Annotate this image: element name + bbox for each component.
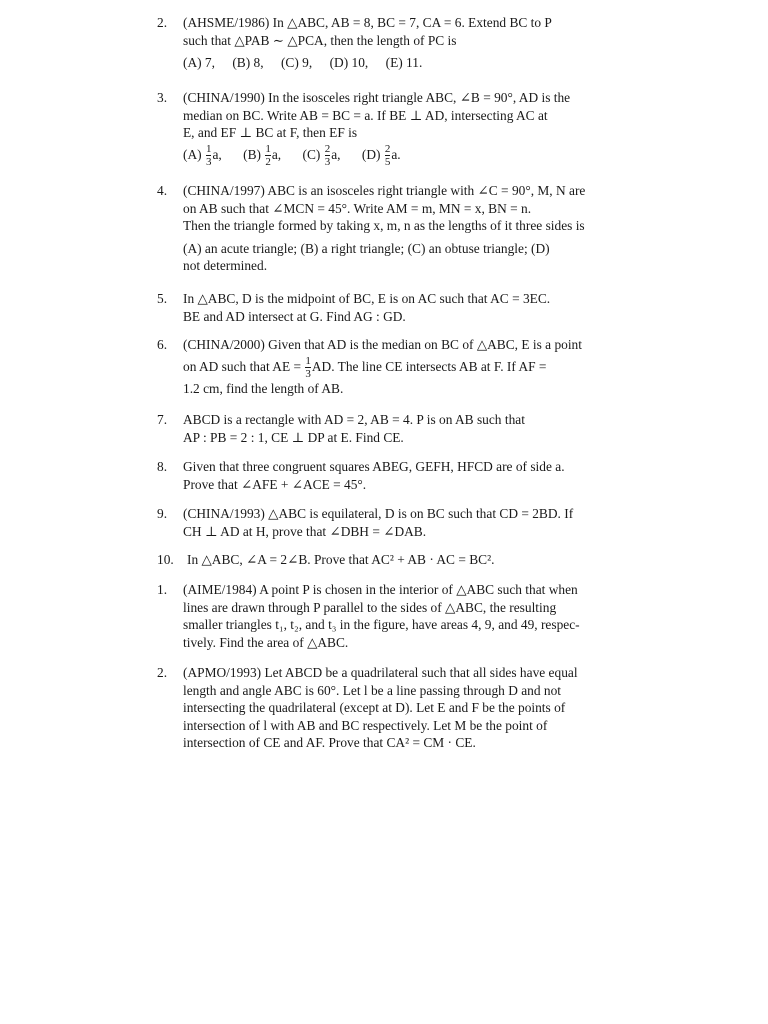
problem-number: 9. bbox=[157, 506, 168, 521]
problem-number: 4. bbox=[157, 183, 168, 198]
problem-text-line bbox=[183, 356, 643, 380]
option-suffix: a, bbox=[331, 146, 341, 162]
fraction-numerator: 1 bbox=[305, 354, 311, 367]
answer-options bbox=[183, 144, 643, 168]
problem-text-line: (CHINA/2000) Given that AD is the median on BC of △ABC, E is a point bbox=[183, 337, 582, 352]
answer-option: (E) 11. bbox=[385, 55, 423, 71]
fraction bbox=[325, 144, 331, 168]
problem-text-line: Then the triangle formed by taking x, m, n as the lengths of it three sides is bbox=[183, 218, 585, 234]
problem-text-line: intersection of CE and AF. Prove that CA² = CM · CE. bbox=[183, 735, 476, 751]
fraction-numerator: 2 bbox=[324, 142, 331, 155]
problem-number: 3. bbox=[157, 90, 168, 105]
problem-text-line: In △ABC, D is the midpoint of BC, E is on AC such that AC = 3EC. bbox=[183, 291, 551, 306]
problem-1-aime bbox=[157, 581, 643, 651]
answer-option: (B) 8, bbox=[232, 55, 264, 71]
problem-8 bbox=[157, 458, 643, 493]
fraction-denominator: 3 bbox=[324, 155, 331, 168]
problem-text-line: (AHSME/1986) In △ABC, AB = 8, BC = 7, CA = 6. Extend BC to P bbox=[183, 15, 552, 30]
problem-text-line: E, and EF ⊥ BC at F, then EF is bbox=[183, 125, 358, 141]
problem-9 bbox=[157, 505, 643, 540]
fraction-denominator: 3 bbox=[205, 155, 212, 168]
problem-text-line: Prove that ∠AFE + ∠ACE = 45°. bbox=[183, 476, 367, 492]
problem-text-line: (AIME/1984) A point P is chosen in the interior of △ABC such that when bbox=[183, 582, 578, 597]
problem-number: 5. bbox=[157, 291, 168, 306]
problem-10 bbox=[157, 551, 643, 569]
problem-number: 8. bbox=[157, 459, 168, 474]
answer-option bbox=[362, 144, 401, 168]
problem-text-line: ABCD is a rectangle with AD = 2, AB = 4. P is on AB such that bbox=[183, 412, 525, 427]
problem-7 bbox=[157, 411, 643, 446]
problem-text-line: smaller triangles t₁, t₂, and t₃ in the figure, have areas 4, 9, and 49, respec- bbox=[183, 617, 580, 633]
option-label: (A) bbox=[183, 146, 202, 162]
answer-option: (D) 10, bbox=[329, 55, 369, 71]
problem-text-line: tively. Find the area of △ABC. bbox=[183, 634, 349, 650]
problem-text-line: (CHINA/1990) In the isosceles right triangle ABC, ∠B = 90°, AD is the bbox=[183, 90, 571, 105]
problem-text-line: BE and AD intersect at G. Find AG : GD. bbox=[183, 308, 406, 324]
problem-3 bbox=[157, 89, 643, 168]
problem-number: 2. bbox=[157, 15, 168, 30]
fraction-numerator: 1 bbox=[205, 142, 212, 155]
problem-number: 10. bbox=[157, 552, 174, 567]
problem-text-line: Given that three congruent squares ABEG, GEFH, HFCD are of side a. bbox=[183, 459, 565, 474]
problem-text-line: AP : PB = 2 : 1, CE ⊥ DP at E. Find CE. bbox=[183, 429, 404, 445]
problem-text-line: on AB such that ∠MCN = 45°. Write AM = m, MN = x, BN = n. bbox=[183, 200, 532, 216]
answer-options bbox=[183, 54, 643, 72]
problem-number: 7. bbox=[157, 412, 168, 427]
answer-options-line: not determined. bbox=[183, 258, 268, 274]
problem-6 bbox=[157, 336, 643, 397]
problem-text-line: 1.2 cm, find the length of AB. bbox=[183, 380, 344, 396]
problem-text-line: median on BC. Write AB = BC = a. If BE ⊥ AD, intersecting AC at bbox=[183, 107, 548, 123]
option-suffix: a, bbox=[212, 146, 222, 162]
problem-text-line: (CHINA/1993) △ABC is equilateral, D is on BC such that CD = 2BD. If bbox=[183, 506, 574, 521]
answer-option: (A) 7, bbox=[183, 55, 215, 71]
problem-2-ahsme bbox=[157, 14, 643, 72]
problem-text-line: length and angle ABC is 60°. Let l be a line passing through D and not bbox=[183, 682, 562, 698]
fraction bbox=[385, 144, 391, 168]
problem-text-line: In △ABC, ∠A = 2∠B. Prove that AC² + AB · AC = BC². bbox=[187, 552, 495, 567]
problem-text-line: (APMO/1993) Let ABCD be a quadrilateral such that all sides have equal bbox=[183, 665, 578, 680]
fraction bbox=[265, 144, 271, 168]
option-label: (D) bbox=[361, 146, 381, 162]
option-suffix: a, bbox=[271, 146, 282, 162]
problem-text-line: lines are drawn through P parallel to the sides of △ABC, the resulting bbox=[183, 599, 557, 615]
problem-5 bbox=[157, 290, 643, 325]
option-label: (B) bbox=[243, 146, 261, 162]
fraction-denominator: 5 bbox=[384, 155, 391, 168]
fraction-numerator: 2 bbox=[384, 142, 391, 155]
problem-number: 6. bbox=[157, 337, 168, 352]
fraction-denominator: 2 bbox=[265, 155, 271, 168]
fraction-denominator: 3 bbox=[305, 367, 311, 380]
problem-4 bbox=[157, 182, 643, 275]
answer-option bbox=[183, 144, 222, 168]
problem-text-line: such that △PAB ∼ △PCA, then the length of PC is bbox=[183, 32, 457, 48]
text-fragment: on AD such that AE = bbox=[183, 358, 305, 374]
answer-option bbox=[243, 144, 281, 168]
problem-text-line: intersection of l with AB and BC respectively. Let M be the point of bbox=[183, 717, 548, 733]
problem-number: 1. bbox=[157, 582, 168, 597]
text-fragment: AD. The line CE intersects AB at F. If AF = bbox=[311, 358, 547, 374]
fraction bbox=[206, 144, 212, 168]
problem-text-line: intersecting the quadrilateral (except at D). Let E and F be the points of bbox=[183, 700, 566, 716]
option-label: (C) bbox=[302, 146, 321, 162]
answer-options-line: (A) an acute triangle; (B) a right triangle; (C) an obtuse triangle; (D) bbox=[183, 240, 550, 256]
problem-number: 2. bbox=[157, 665, 168, 680]
problem-text-line: (CHINA/1997) ABC is an isosceles right triangle with ∠C = 90°, M, N are bbox=[183, 183, 586, 198]
problem-text-line: CH ⊥ AD at H, prove that ∠DBH = ∠DAB. bbox=[183, 523, 427, 539]
fraction bbox=[305, 356, 311, 380]
problem-2-apmo bbox=[157, 664, 643, 752]
answer-option bbox=[302, 144, 340, 168]
fraction-numerator: 1 bbox=[265, 142, 271, 155]
answer-option: (C) 9, bbox=[280, 55, 313, 71]
option-suffix: a. bbox=[391, 146, 401, 162]
